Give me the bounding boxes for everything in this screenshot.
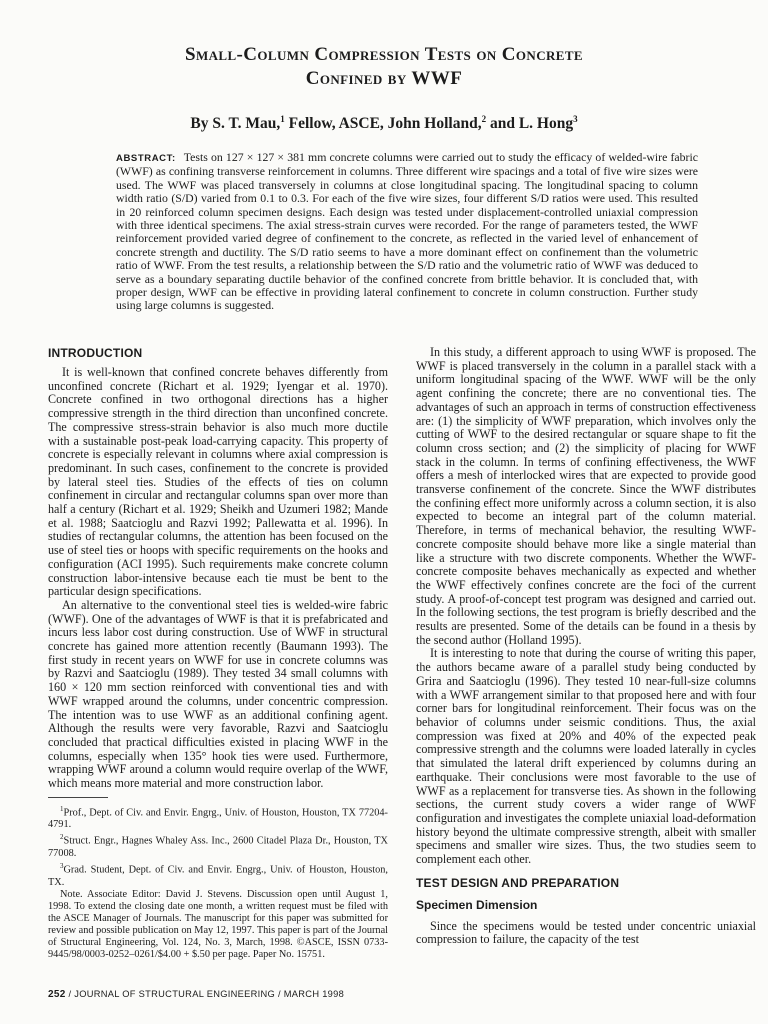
editorial-note: Note. Associate Editor: David J. Stevens. Discussion open until August 1, 1998. To extend the closing date one month, a written request must be filed with the ASCE Manager of Journals. The manuscript for this paper was submitted for review and possible publication on May 12, 1997. This paper is part of the Journal of Structural Engineering, Vol. 124, No. 3, March, 1998. ©ASCE, ISSN 0733-9445/98/0003-0252–0261/$4.00 + $.50 per page. Paper No. 15751. [48, 888, 388, 961]
right-paragraph-2: It is interesting to note that during the course of writing this paper, the authors became aware of a parallel study being conducted by Grira and Saatcioglu (1996). They tested 10 near-full-size columns with a WWF arrangement similar to that proposed here and with four corner bars for longitudinal reinforcement. Their focus was on the behavior of columns under seismic conditions. Thus, the axial compression was fixed at 20% and 40% of the expected peak compressive strength and the columns were loaded laterally in cycles that simulated the lateral drift experienced by columns during an earthquake. Their conclusions were most favorable to the use of WWF as a replacement for transverse ties. As shown in the following sections, the current study covers a wider range of WWF configuration and investigates the complete uniaxial load-deformation history beyond the ultimate compressive strength, albeit with smaller specimens and smaller wire sizes. Thus, the two studies seem to complement each other. [416, 646, 756, 867]
author-1-affiliation-mark: 1 [280, 114, 285, 124]
left-column [48, 346, 388, 961]
footnote-2: $^2$Struct. Engr., Hagnes Whaley Ass. Inc., 2600 Citadel Plaza Dr., Houston, TX 77008. [48, 833, 388, 859]
title-line-1: Small-Column Compression Tests on Concrete [184, 44, 583, 65]
author-1: By S. T. Mau, [190, 115, 281, 132]
right-paragraph-1: In this study, a different approach to using WWF is proposed. The WWF is placed transversely in the column in a parallel stack with a uniform longitudinal spacing of the WWF. WWF will be the only agent confining the concrete; there are no conventional ties. The advantages of such an approach in terms of construction effectiveness are: (1) the simplicity of WWF preparation, which involves only the cutting of WWF to the desired rectangular or square shape to fit the column cross section; and (2) the simplicity of placing for WWF stack in the column. In terms of confining effectiveness, the WWF offers a mesh of interlocked wires that are expected to provide good transverse confinement of the concrete. Since the WWF distributes the confining effect more uniformly across a column section, it is also expected to become an integral part of the column material. Therefore, in terms of mechanical behavior, the resulting WWF-concrete composite should behave more like a single material than like a structure with two discrete components. Whether the WWF-concrete composite behaves mechanically as expected and whether the WWF effectively confines concrete are the foci of the current study. A proof-of-concept test program was designed and carried out. In the following sections, the test program is briefly described and the results are presented. Some of the details can be found in a thesis by the second author (Holland 1995). [416, 345, 756, 647]
specimen-dimension-heading: Specimen Dimension [416, 897, 538, 912]
page-number: 252 [48, 989, 66, 1000]
author-3-affiliation-mark: 3 [573, 114, 578, 124]
author-2-rest: and L. Hong [486, 115, 574, 132]
footnotes [48, 803, 388, 961]
footnote-3: $^3$Grad. Student, Dept. of Civ. and Envir. Engrg., Univ. of Houston, Houston, TX. [48, 862, 388, 888]
page-footer [48, 989, 344, 1000]
abstract [116, 151, 698, 313]
author-line [60, 109, 708, 134]
author-1-rest: Fellow, ASCE, John Holland, [284, 115, 482, 132]
test-design-heading: TEST DESIGN AND PREPARATION [416, 875, 620, 890]
right-column [416, 346, 756, 947]
journal-running-footer: / JOURNAL OF STRUCTURAL ENGINEERING / MARCH 1998 [65, 989, 345, 999]
intro-paragraph-2: An alternative to the conventional steel ties is welded-wire fabric (WWF). One of the advantages of WWF is that it is prefabricated and incurs less labor cost during construction. Use of WWF in structural concrete has gained more attention recently (Baumann 1993). The first study in recent years on WWF for use in concrete columns was by Razvi and Saatcioglu (1989). They tested 34 small columns with 160 × 120 mm section reinforced with conventional ties and with WWF wrapped around the columns, under concentric compression. The intention was to use WWF as an additional confining agent. Although the results were very favorable, Razvi and Saatcioglu concluded that practical difficulties existed in placing WWF in the columns, especially when 135° hook ties were used. Furthermore, wrapping WWF around a column would require overlap of the WWF, which means more material and more construction labor. [48, 597, 388, 791]
abstract-text: Tests on 127 × 127 × 381 mm concrete columns were carried out to study the efficacy of welded-wire fabric (WWF) as confining transverse reinforcement in columns. Three different wire spacings and a total of five wire sizes were used. The WWF was placed transversely in columns at close longitudinal spacing. The longitudinal spacing to column width ratio (S/D) varied from 0.1 to 0.3. For each of the five wire sizes, four different S/D ratios were used. This resulted in 20 reinforced column specimen designs. Each design was tested under displacement-controlled uniaxial compression with three identical specimens. The axial stress-strain curves were recorded. For the range of parameters tested, the WWF reinforcement provided varied degree of confinement to the concrete, as reflected in the varied level of enhancement of concrete strength and ductility. The S/D ratio seems to have a more dominant effect on confinement than the volumetric ratio of WWF. From the test results, a relationship between the S/D ratio and the volumetric ratio of WWF was deduced to serve as a boundary separating ductile behavior of the confined concrete from brittle behavior. It is concluded that, with proper design, WWF can be effective in providing lateral confinement to concrete in column construction. Further study using large columns is suggested. [116, 150, 698, 313]
right-paragraph-3: Since the specimens would be tested under concentric uniaxial compression to failure, the capacity of the test [416, 918, 756, 947]
abstract-label: ABSTRACT: [116, 153, 176, 164]
footnote-1: $^1$Prof., Dept. of Civ. and Envir. Engrg., Univ. of Houston, Houston, TX 77204-4791. [48, 804, 388, 831]
intro-paragraph-1: It is well-known that confined concrete behaves differently from unconfined concrete (Richart et al. 1929; Iyengar et al. 1970). Concrete confined in two orthogonal directions has a higher compressive strength in the third direction than unconfined concrete. The compressive stress-strain behavior is also much more ductile with a sustainable post-peak load-carrying capacity. This property of concrete is especially relevant in columns where axial compression is predominant. In such cases, confinement to the concrete is provided by lateral steel ties. Studies of the effects of ties on column confinement in circular and rectangular columns span over more than half a century (Richart et al. 1929; Sheikh and Uzumeri 1982; Mande et al. 1988; Saatcioglu and Razvi 1992; Pallewatta et al. 1996). In studies of rectangular columns, the attention has been focused on the use of steel ties or hoops with specific requirements on the hooks and configuration (ACI 1995). Such requirements make concrete column construction labor-intensive because each tie must be bent to the particular design specifications. [48, 365, 388, 599]
paper-title [60, 43, 708, 91]
author-2-affiliation-mark: 2 [481, 114, 487, 124]
footnote-divider [48, 797, 108, 798]
introduction-heading: INTRODUCTION [48, 346, 143, 360]
title-line-2: Confined by WWF [305, 68, 463, 89]
